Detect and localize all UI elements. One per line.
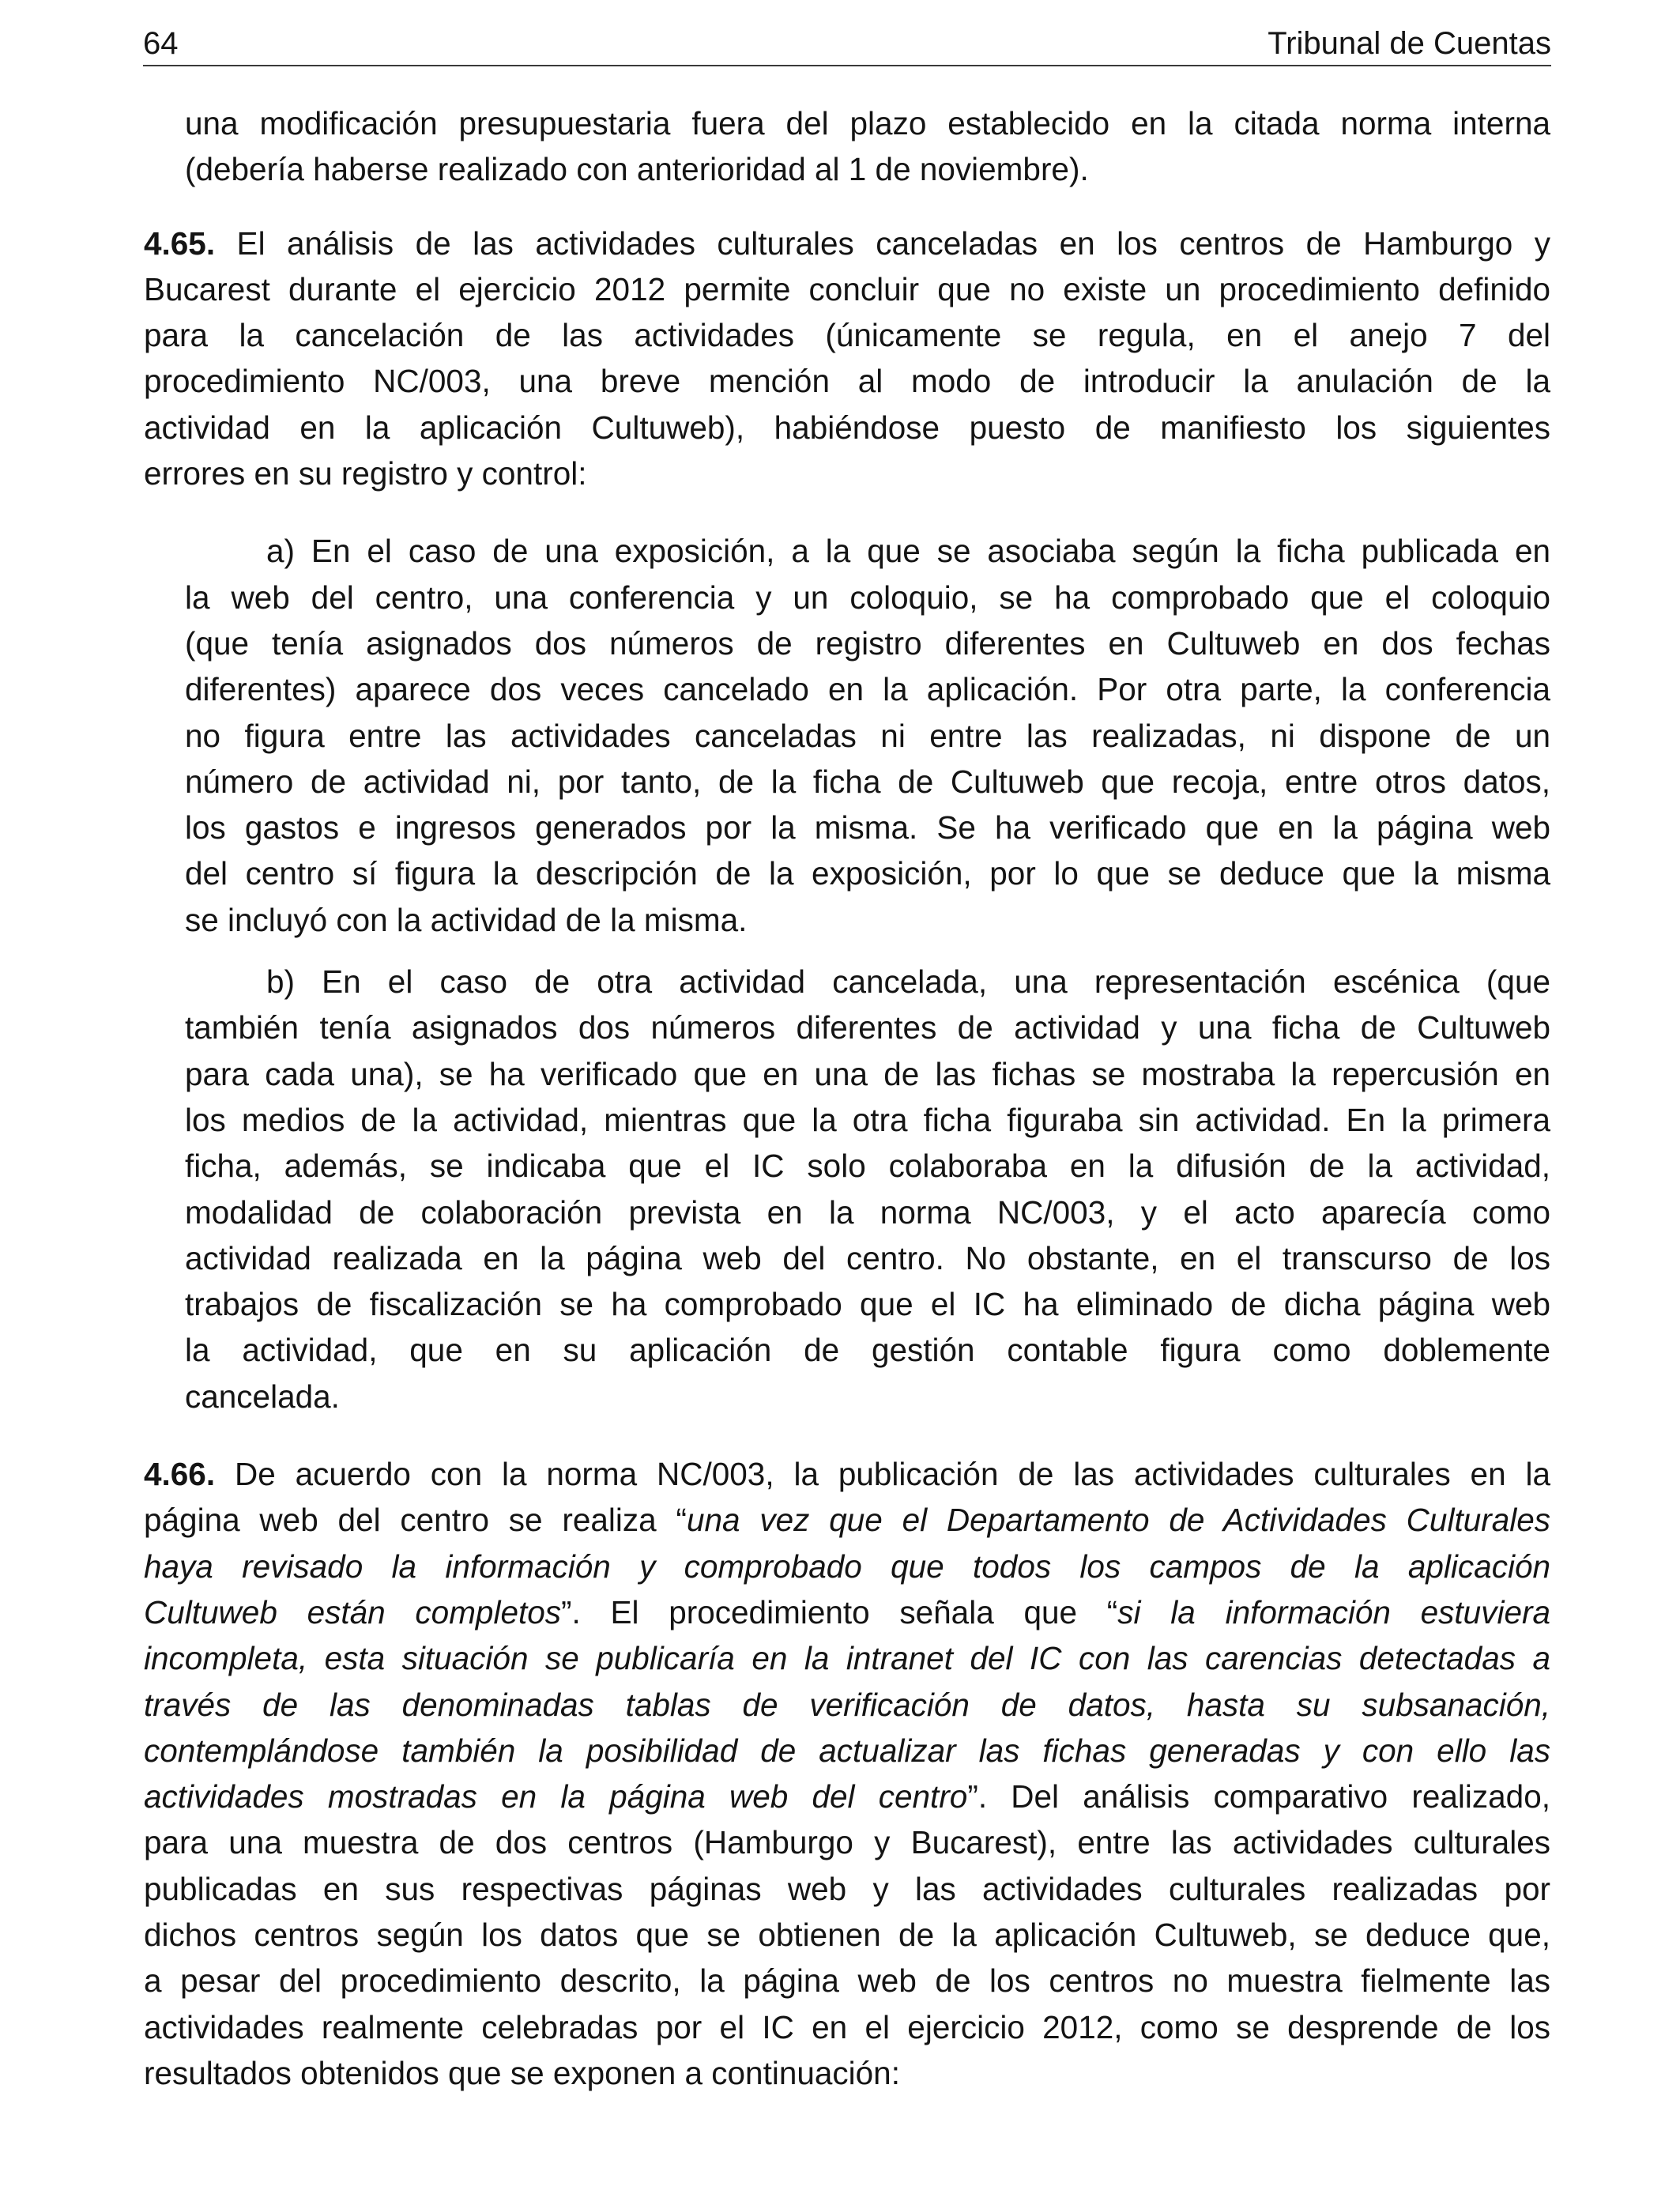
text-line: cancelada.	[185, 1378, 340, 1415]
text-line: haya revisado la información y comprobado que todos los campos de la aplicación	[144, 1547, 1550, 1585]
text-line: errores en su registro y control:	[144, 455, 587, 492]
text-line: página web del centro se realiza “una vez que el Departamento de Actividades Culturales	[144, 1502, 1550, 1539]
page-header	[143, 22, 1551, 66]
paragraph-4-66	[144, 1451, 1550, 2096]
text-line: actividad en la aplicación Cultuweb), habiéndose puesto de manifiesto los siguientes	[144, 409, 1550, 446]
text-line: dichos centros según los datos que se obtienen de la aplicación Cultuweb, se deduce que,	[144, 1916, 1550, 1953]
text-line: también tenía asignados dos números diferentes de actividad y una ficha de Cultuweb	[185, 1009, 1550, 1046]
continuation-paragraph	[144, 100, 1550, 193]
list-item-b	[144, 959, 1550, 1419]
text-line: una modificación presupuestaria fuera del plazo establecido en la citada norma interna	[185, 105, 1550, 141]
text-line: para cada una), se ha verificado que en una de las fichas se mostraba la repercusión en	[185, 1055, 1550, 1092]
text-line: trabajos de fiscalización se ha comprobado que el IC ha eliminado de dicha página web	[185, 1286, 1550, 1323]
text-line: Cultuweb están completos”. El procedimiento señala que “si la información estuviera	[144, 1593, 1550, 1630]
text-line: a) En el caso de una exposición, a la que se asociaba según la ficha publicada en	[266, 533, 1550, 570]
text-line: 4.66. De acuerdo con la norma NC/003, la publicación de las actividades culturales en la	[144, 1456, 1550, 1493]
text-line: incompleta, esta situación se publicaría en la intranet del IC con las carencias detectadas a	[144, 1640, 1550, 1677]
page-number: 64	[143, 26, 179, 61]
text-line: para la cancelación de las actividades (únicamente se regula, en el anejo 7 del	[144, 317, 1550, 354]
text-line: (que tenía asignados dos números de registro diferentes en Cultuweb en dos fechas	[185, 624, 1550, 662]
text-line: contemplándose también la posibilidad de actualizar las fichas generadas y con ello las	[144, 1732, 1550, 1769]
text-line: actividad realizada en la página web del centro. No obstante, en el transcurso de los	[185, 1239, 1550, 1276]
text-line: publicadas en sus respectivas páginas web y las actividades culturales realizadas por	[144, 1870, 1550, 1907]
text-line: procedimiento NC/003, una breve mención al modo de introducir la anulación de la	[144, 363, 1550, 400]
text-line: diferentes) aparece dos veces cancelado en la aplicación. Por otra parte, la conferencia	[185, 671, 1550, 708]
text-line: para una muestra de dos centros (Hamburgo y Bucarest), entre las actividades culturales	[144, 1824, 1550, 1861]
text-line: ficha, además, se indicaba que el IC solo colaboraba en la difusión de la actividad,	[185, 1148, 1550, 1185]
text-line: b) En el caso de otra actividad cancelada, una representación escénica (que	[266, 963, 1550, 1001]
text-line: Bucarest durante el ejercicio 2012 permite concluir que no existe un procedimiento definido	[144, 270, 1550, 307]
text-line: los medios de la actividad, mientras que la otra ficha figuraba sin actividad. En la primera	[185, 1101, 1550, 1138]
body-text	[144, 100, 1550, 2096]
text-line: actividades mostradas en la página web del centro”. Del análisis comparativo realizado,	[144, 1778, 1550, 1815]
text-line: del centro sí figura la descripción de la exposición, por lo que se deduce que la misma	[185, 855, 1550, 892]
text-line: número de actividad ni, por tanto, de la ficha de Cultuweb que recoja, entre otros datos,	[185, 763, 1550, 800]
text-line: resultados obtenidos que se exponen a continuación:	[144, 2054, 900, 2091]
text-line: través de las denominadas tablas de verificación de datos, hasta su subsanación,	[144, 1686, 1550, 1723]
text-line: 4.65. El análisis de las actividades culturales canceladas en los centros de Hamburgo y	[144, 224, 1550, 262]
text-line: (debería haberse realizado con anterioridad al 1 de noviembre).	[185, 151, 1089, 188]
paragraph-4-65	[144, 221, 1550, 497]
text-line: se incluyó con la actividad de la misma.	[185, 901, 748, 938]
text-line: la web del centro, una conferencia y un coloquio, se ha comprobado que el coloquio	[185, 579, 1550, 616]
text-line: los gastos e ingresos generados por la misma. Se ha verificado que en la página web	[185, 809, 1550, 846]
header-title: Tribunal de Cuentas	[1268, 26, 1551, 61]
paragraph-number: 4.65.	[144, 224, 216, 262]
text-line: modalidad de colaboración prevista en la norma NC/003, y el acto aparecía como	[185, 1193, 1550, 1231]
text-line: actividades realmente celebradas por el IC en el ejercicio 2012, como se desprende de los	[144, 2008, 1550, 2045]
text-line: a pesar del procedimiento descrito, la página web de los centros no muestra fielmente las	[144, 1962, 1550, 2000]
text-line: no figura entre las actividades canceladas ni entre las realizadas, ni dispone de un	[185, 717, 1550, 754]
paragraph-number: 4.66.	[144, 1456, 216, 1493]
text-line: la actividad, que en su aplicación de gestión contable figura como doblemente	[185, 1332, 1550, 1369]
list-item-a	[144, 528, 1550, 943]
